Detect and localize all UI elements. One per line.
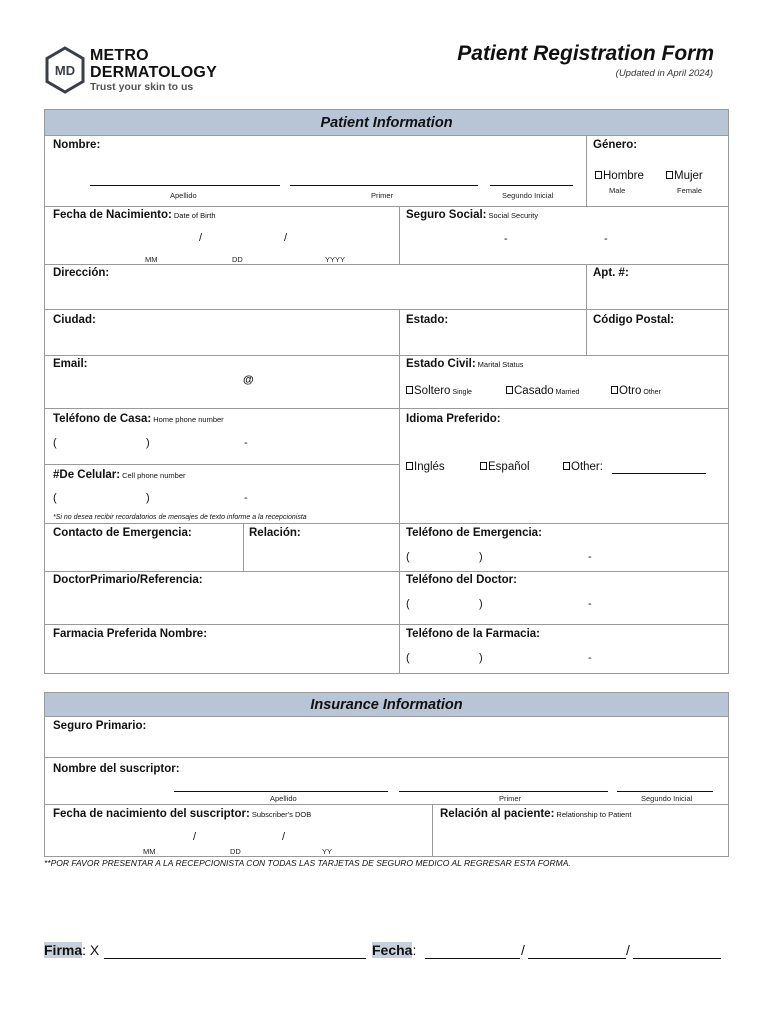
fecha-mm-line[interactable] [425, 958, 520, 959]
female-caption: Female [677, 186, 703, 195]
apellido-caption: Apellido [170, 191, 197, 200]
sub-dob-yy-caption: YY [322, 847, 333, 856]
ingles-option[interactable]: Inglés [406, 461, 445, 473]
other-lang-checkbox[interactable] [563, 462, 570, 470]
firma-line[interactable] [104, 958, 366, 959]
tel-farmacia-paren-close: ) [479, 652, 483, 664]
tel-casa-paren-open: ( [53, 437, 57, 449]
tel-emergencia-label: Teléfono de Emergencia: [406, 527, 542, 539]
hombre-checkbox[interactable] [595, 171, 602, 179]
estado-civil-label: Estado Civil: Marital Status [406, 358, 524, 370]
sub-dob-label: Fecha de nacimiento del suscriptor: Subscriber's DOB [53, 808, 312, 820]
fecha-slash-2: / [626, 942, 630, 958]
apt-label: Apt. #: [593, 267, 629, 279]
dob-yyyy-caption: YYYY [325, 255, 346, 264]
dob-slash-1: / [199, 232, 203, 244]
sub-segundo-line[interactable] [617, 791, 713, 792]
logo-name-line1: METRO [90, 47, 149, 64]
fecha-label: Fecha [372, 942, 413, 958]
seguro-social-label: Seguro Social: Social Security [406, 209, 539, 221]
apellido-line[interactable] [90, 185, 280, 186]
dob-slash-2: / [284, 232, 288, 244]
fecha-dd-line[interactable] [528, 958, 626, 959]
otro-option[interactable]: Otro Other [611, 385, 661, 397]
logo-initials: MD [54, 63, 76, 78]
hombre-option[interactable]: Hombre [595, 170, 644, 182]
celular-label: #De Celular: Cell phone number [53, 469, 186, 481]
idioma-label: Idioma Preferido: [406, 413, 501, 425]
tel-farmacia-paren-open: ( [406, 652, 410, 664]
tel-emerg-paren-close: ) [479, 551, 483, 563]
other-lang-line[interactable] [612, 473, 706, 474]
fecha-field: Fecha: [372, 942, 417, 958]
tel-emerg-dash: - [588, 551, 592, 563]
segundo-caption: Segundo Inicial [502, 191, 554, 200]
fecha-slash-1: / [521, 942, 525, 958]
logo-hexagon-icon [44, 46, 86, 94]
relacion-label: Relación: [249, 527, 301, 539]
logo-name-line2: DERMATOLOGY [90, 64, 217, 81]
nombre-label: Nombre: [53, 139, 101, 151]
tel-doctor-label: Teléfono del Doctor: [406, 574, 517, 586]
logo-tagline: Trust your skin to us [90, 81, 194, 93]
tel-farmacia-label: Teléfono de la Farmacia: [406, 628, 540, 640]
sub-primer-caption: Primer [499, 794, 522, 803]
primer-line[interactable] [290, 185, 478, 186]
male-caption: Male [609, 186, 626, 195]
farmacia-label: Farmacia Preferida Nombre: [53, 628, 208, 640]
fecha-yy-line[interactable] [633, 958, 721, 959]
doctor-label: DoctorPrimario/Referencia: [53, 574, 203, 586]
tel-farmacia-dash: - [588, 652, 592, 664]
ingles-checkbox[interactable] [406, 462, 413, 470]
dob-dd-caption: DD [232, 255, 243, 264]
tel-casa-dash: - [244, 437, 248, 449]
soltero-checkbox[interactable] [406, 386, 413, 394]
suscriptor-label: Nombre del suscriptor: [53, 763, 180, 775]
email-at-sign: @ [243, 374, 254, 386]
tel-doctor-dash: - [588, 598, 592, 610]
firma-label: Firma [44, 942, 83, 958]
dob-mm-caption: MM [145, 255, 158, 264]
mujer-option[interactable]: Mujer [666, 170, 703, 182]
ssn-dash-1: - [504, 233, 508, 245]
otro-checkbox[interactable] [611, 386, 618, 394]
firma-field: Firma: X [44, 942, 100, 958]
direccion-label: Dirección: [53, 267, 110, 279]
casado-checkbox[interactable] [506, 386, 513, 394]
segundo-inicial-line[interactable] [490, 185, 573, 186]
celular-dash: - [244, 492, 248, 504]
sub-dob-dd-caption: DD [230, 847, 241, 856]
codigo-postal-label: Código Postal: [593, 314, 675, 326]
sub-primer-line[interactable] [399, 791, 608, 792]
celular-paren-close: ) [146, 492, 150, 504]
logo-name [90, 47, 217, 81]
form-title: Patient Registration Form [457, 42, 714, 65]
sub-dob-mm-caption: MM [143, 847, 156, 856]
contacto-emergencia-label: Contacto de Emergencia: [53, 527, 192, 539]
soltero-option[interactable]: Soltero Single [406, 385, 472, 397]
casado-option[interactable]: Casado Married [506, 385, 579, 397]
estado-label: Estado: [406, 314, 449, 326]
genero-label: Género: [593, 139, 638, 151]
tel-emerg-paren-open: ( [406, 551, 410, 563]
sub-apellido-line[interactable] [174, 791, 388, 792]
sub-segundo-caption: Segundo Inicial [641, 794, 693, 803]
insurance-info-header: Insurance Information [45, 693, 728, 717]
other-lang-option[interactable]: Other: [563, 461, 603, 473]
espanol-checkbox[interactable] [480, 462, 487, 470]
tel-doctor-paren-open: ( [406, 598, 410, 610]
tel-doctor-paren-close: ) [479, 598, 483, 610]
sub-apellido-caption: Apellido [270, 794, 297, 803]
sub-dob-slash-2: / [282, 831, 286, 843]
ciudad-label: Ciudad: [53, 314, 96, 326]
celular-paren-open: ( [53, 492, 57, 504]
tel-casa-paren-close: ) [146, 437, 150, 449]
insurance-footnote: **POR FAVOR PRESENTAR A LA RECEPCIONISTA CON TODAS LAS TARJETAS DE SEGURO MEDICO AL REGRESAR ESTA FORMA. [44, 858, 571, 868]
seguro-primario-label: Seguro Primario: [53, 720, 147, 732]
mujer-checkbox[interactable] [666, 171, 673, 179]
email-label: Email: [53, 358, 88, 370]
form-updated: (Updated in April 2024) [615, 68, 713, 79]
relacion-paciente-label: Relación al paciente: Relationship to Patient [440, 808, 632, 820]
ssn-dash-2: - [604, 233, 608, 245]
tel-casa-label: Teléfono de Casa: Home phone number [53, 413, 224, 425]
sms-note: *Si no desea recibir recordatorios de mensajes de texto informe a la recepcionista [53, 514, 307, 521]
sub-dob-slash-1: / [193, 831, 197, 843]
patient-info-header: Patient Information [45, 110, 728, 136]
espanol-option[interactable]: Español [480, 461, 530, 473]
fecha-nacimiento-label: Fecha de Nacimiento: Date of Birth [53, 209, 216, 221]
primer-caption: Primer [371, 191, 394, 200]
